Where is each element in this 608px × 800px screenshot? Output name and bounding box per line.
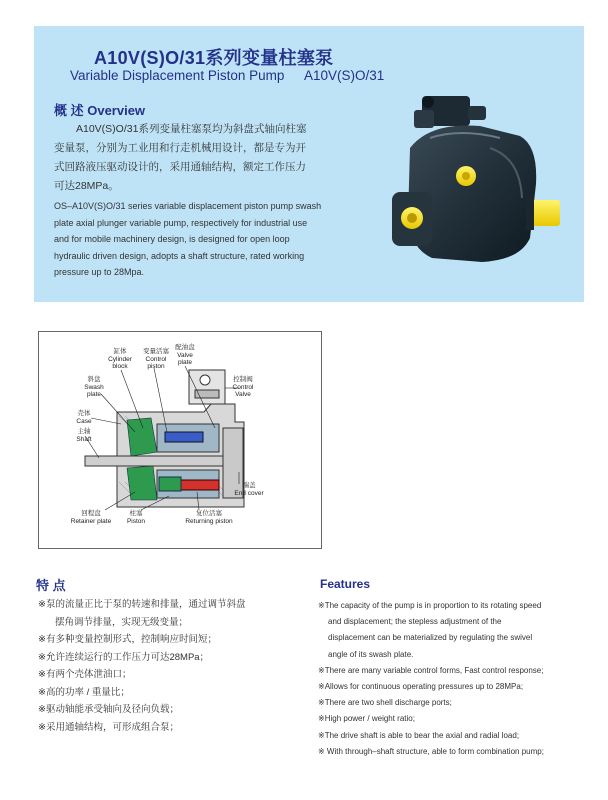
label-case: 壳体 Case xyxy=(76,410,92,425)
label-control-piston: 变量活塞 Control piston xyxy=(143,348,169,370)
feature-en-item: displacement can be materialized by regulating the swivel xyxy=(328,633,533,643)
pump-cross-section-diagram xyxy=(38,331,322,549)
overview-text-cn: A10V(S)O/31系列变量柱塞泵均为斜盘式轴向柱塞变量泵，分别为工业用和行走机械用设计，都是专为开式回路液压驱动设计的，采用通轴结构，额定工作压力可达28MPa。 xyxy=(54,123,307,192)
feature-en-item: ※There are two shell discharge ports; xyxy=(318,698,452,708)
feature-cn-item: 摆角调节排量，实现无级变量； xyxy=(55,616,189,628)
feature-en-item: ※There are many variable control forms, Fast control response; xyxy=(318,665,544,675)
label-end-cover: 端盖 End cover xyxy=(234,482,264,497)
pump-photo xyxy=(370,88,570,278)
feature-en-item: angle of its swash plate. xyxy=(328,649,414,659)
page-title-cn: A10V(S)O/31系列变量柱塞泵 xyxy=(94,48,334,68)
page-title-en: Variable Displacement Piston Pump xyxy=(70,68,285,83)
feature-en-item: ※Allows for continuous operating pressures up to 28MPa; xyxy=(318,682,524,692)
label-retainer-plate: 回程盘 Retainer plate xyxy=(70,510,112,525)
features-heading-cn: 特 点 xyxy=(36,578,66,593)
feature-en-item: and displacement; the stepless adjustment of the xyxy=(328,617,502,627)
overview-panel xyxy=(34,26,584,302)
feature-cn-item: ※有多种变量控制形式，控制响应时间短； xyxy=(38,634,217,645)
label-cylinder-block: 缸体 Cylinder block xyxy=(108,348,132,370)
feature-en-item: ※High power / weight ratio; xyxy=(318,714,415,724)
feature-cn-item: ※允许连续运行的工作压力可达28MPa； xyxy=(38,651,210,663)
overview-heading: 概 述 Overview xyxy=(54,103,146,118)
label-valve-plate: 配油盘 Valve plate xyxy=(175,344,195,366)
feature-en-item: ※The drive shaft is able to bear the axial and radial load; xyxy=(318,730,520,740)
overview-text-en: OS–A10V(S)O/31 series variable displacement piston pump swash plate axial plunger variable pump, respectively for industrial use and for mobile machinery design, is designed for open loop hydraulic driven design, adopts a shaft structure, rated working pressure up to 28Mpa. xyxy=(54,201,322,277)
label-returning-piston: 复位活塞 Returning piston xyxy=(185,510,233,525)
features-heading-en: Features xyxy=(320,577,371,591)
label-piston: 柱塞 Piston xyxy=(126,510,146,525)
feature-en-item: ※The capacity of the pump is in proportion to its rotating speed xyxy=(318,601,542,610)
feature-cn-item: ※驱动轴能承受轴向及径向负载； xyxy=(38,704,179,715)
label-swash-plate: 斜盘 Swash plate xyxy=(84,376,104,398)
feature-cn-item: ※泵的流量正比于泵的转速和排量，通过调节斜盘 xyxy=(38,599,246,610)
feature-cn-item: ※采用通轴结构，可形成组合泵； xyxy=(38,721,179,733)
model-code: A10V(S)O/31 xyxy=(304,68,385,83)
feature-cn-item: ※有两个壳体泄油口； xyxy=(38,669,132,680)
label-shaft: 主轴 Shaft xyxy=(76,428,92,443)
feature-en-item: ※ With through–shaft structure, able to form combination pump; xyxy=(318,746,544,756)
features-list-cn xyxy=(38,596,308,736)
feature-cn-item: ※高的功率 / 重量比； xyxy=(38,686,130,698)
label-control-valve: 控制阀 Control Valve xyxy=(232,376,254,398)
features-list-en xyxy=(318,598,584,760)
